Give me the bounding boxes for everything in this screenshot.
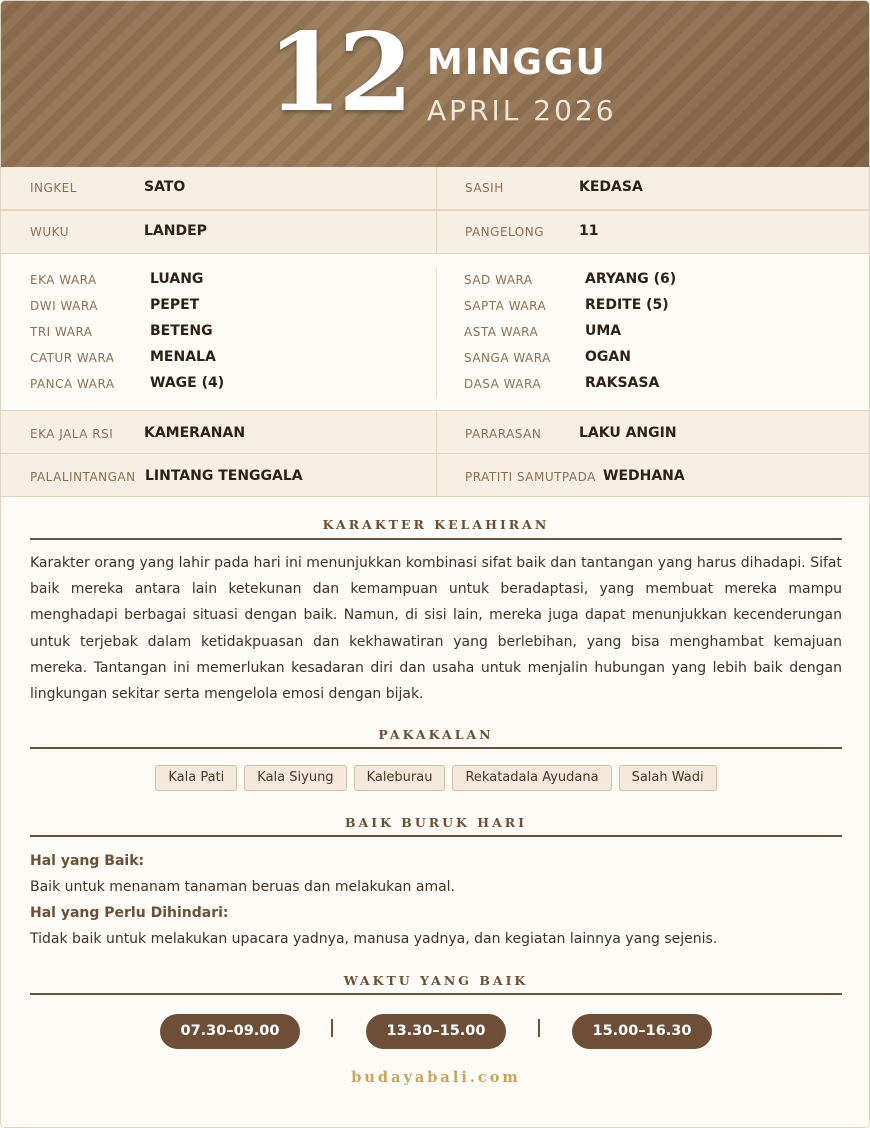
info-cell-pararasan: [436, 411, 870, 453]
wara-label: TRI WARA: [30, 325, 93, 339]
eka-jala-rsi-value: KAMERANAN: [144, 425, 246, 441]
info-row-wuku-pangelong: [1, 210, 870, 254]
avoid-heading: Hal yang Perlu Dihindari:: [30, 905, 229, 921]
wara-section: [1, 254, 870, 411]
section-divider: [30, 747, 842, 749]
wara-value: PEPET: [150, 297, 200, 313]
time-separator: [331, 1019, 333, 1037]
pakakalan-tags: [1, 765, 870, 791]
pakakalan-tag: Salah Wadi: [619, 765, 717, 791]
pararasan-value: LAKU ANGIN: [579, 425, 677, 441]
good-text: Baik untuk menanam tanaman beruas dan melakukan amal.: [30, 879, 456, 895]
wara-value: WAGE (4): [150, 375, 225, 391]
wara-label: PANCA WARA: [30, 377, 115, 391]
info-cell-ingkel: [1, 167, 436, 209]
palalintangan-label: PALALINTANGAN: [30, 470, 136, 484]
wara-label: ASTA WARA: [464, 325, 539, 339]
pakakalan-title: PAKAKALAN: [378, 727, 494, 742]
pratiti-samutpada-value: WEDHANA: [603, 468, 685, 484]
waktu-title: WAKTU YANG BAIK: [343, 973, 529, 988]
baik-buruk-title: BAIK BURUK HARI: [344, 815, 528, 830]
wara-value: OGAN: [585, 349, 631, 365]
info-row-ingkel-sasih: [1, 167, 870, 210]
wara-label: SANGA WARA: [464, 351, 551, 365]
footer-site-link[interactable]: budayabali.com: [351, 1069, 521, 1086]
sasih-label: SASIH: [465, 181, 504, 195]
ingkel-value: SATO: [144, 179, 186, 195]
wara-value: ARYANG (6): [585, 271, 677, 287]
day-name: MINGGU: [427, 42, 607, 83]
wara-label: CATUR WARA: [30, 351, 115, 365]
section-divider: [30, 993, 842, 995]
time-slot-pill: 15.00–16.30: [572, 1014, 712, 1049]
eka-jala-rsi-label: EKA JALA RSI: [30, 427, 114, 441]
section-divider: [30, 835, 842, 837]
time-slot-pill: 07.30–09.00: [160, 1014, 300, 1049]
wara-label: EKA WARA: [30, 273, 97, 287]
pakakalan-tag: Kala Pati: [155, 765, 237, 791]
wara-value: BETENG: [150, 323, 213, 339]
info-cell-eka-jala-rsi: [1, 411, 436, 453]
pakakalan-tag: Kala Siyung: [244, 765, 346, 791]
pangelong-value: 11: [579, 223, 599, 239]
wara-label: DASA WARA: [464, 377, 542, 391]
ingkel-label: INGKEL: [30, 181, 77, 195]
info-cell-pangelong: [436, 211, 870, 253]
pakakalan-tag: Rekatadala Ayudana: [452, 765, 611, 791]
wara-label: SAPTA WARA: [464, 299, 547, 313]
wara-label: DWI WARA: [30, 299, 98, 313]
pratiti-samutpada-label: PRATITI SAMUTPADA: [465, 470, 596, 484]
info-cell-palalintangan: [1, 454, 436, 496]
pararasan-label: PARARASAN: [465, 427, 542, 441]
info-row-ekajalarsi-pararasan: [1, 411, 870, 454]
good-heading: Hal yang Baik:: [30, 853, 145, 869]
month-year: APRIL 2026: [427, 94, 617, 127]
wuku-value: LANDEP: [144, 223, 207, 239]
wara-value: UMA: [585, 323, 622, 339]
wara-value: LUANG: [150, 271, 204, 287]
info-cell-sasih: [436, 167, 870, 209]
info-cell-pratiti-samutpada: [436, 454, 870, 496]
time-separator: [538, 1019, 540, 1037]
wara-divider: [436, 268, 437, 398]
avoid-text: Tidak baik untuk melakukan upacara yadnya, manusa yadnya, dan kegiatan lainnya yang sejenis.: [30, 931, 718, 947]
wara-value: RAKSASA: [585, 375, 660, 391]
info-row-palalintangan-pratiti: [1, 454, 870, 497]
time-slot-pill: 13.30–15.00: [366, 1014, 506, 1049]
wara-value: MENALA: [150, 349, 216, 365]
karakter-title: KARAKTER KELAHIRAN: [322, 517, 550, 532]
section-divider: [30, 538, 842, 540]
info-cell-wuku: [1, 211, 436, 253]
date-header: [1, 1, 870, 167]
wuku-label: WUKU: [30, 225, 69, 239]
sasih-value: KEDASA: [579, 179, 643, 195]
pangelong-label: PANGELONG: [465, 225, 545, 239]
day-number: 12: [267, 10, 410, 136]
time-slots: [1, 1014, 870, 1050]
wara-value: REDITE (5): [585, 297, 669, 313]
pakakalan-tag: Kaleburau: [354, 765, 446, 791]
palalintangan-value: LINTANG TENGGALA: [145, 468, 303, 484]
karakter-text: Karakter orang yang lahir pada hari ini menunjukkan kombinasi sifat baik dan tantangan yang harus dihadapi. Sifat baik mereka antara lain ketekunan dan kemampuan untuk beradaptasi, yang membuat mereka mampu menghadapi berbagai situasi dengan baik. Namun, di sisi lain, mereka juga dapat menunjukkan kecenderungan untuk terjebak dalam ketidakpuasan dan kekhawatiran yang berlebihan, yang bisa menghambat kemajuan mereka. Tantangan ini memerlukan kesadaran diri dan usaha untuk menjalin hubungan yang lebih baik dengan lingkungan sekitar serta mengelola emosi dengan bijak.: [30, 555, 842, 703]
wara-label: SAD WARA: [464, 273, 533, 287]
